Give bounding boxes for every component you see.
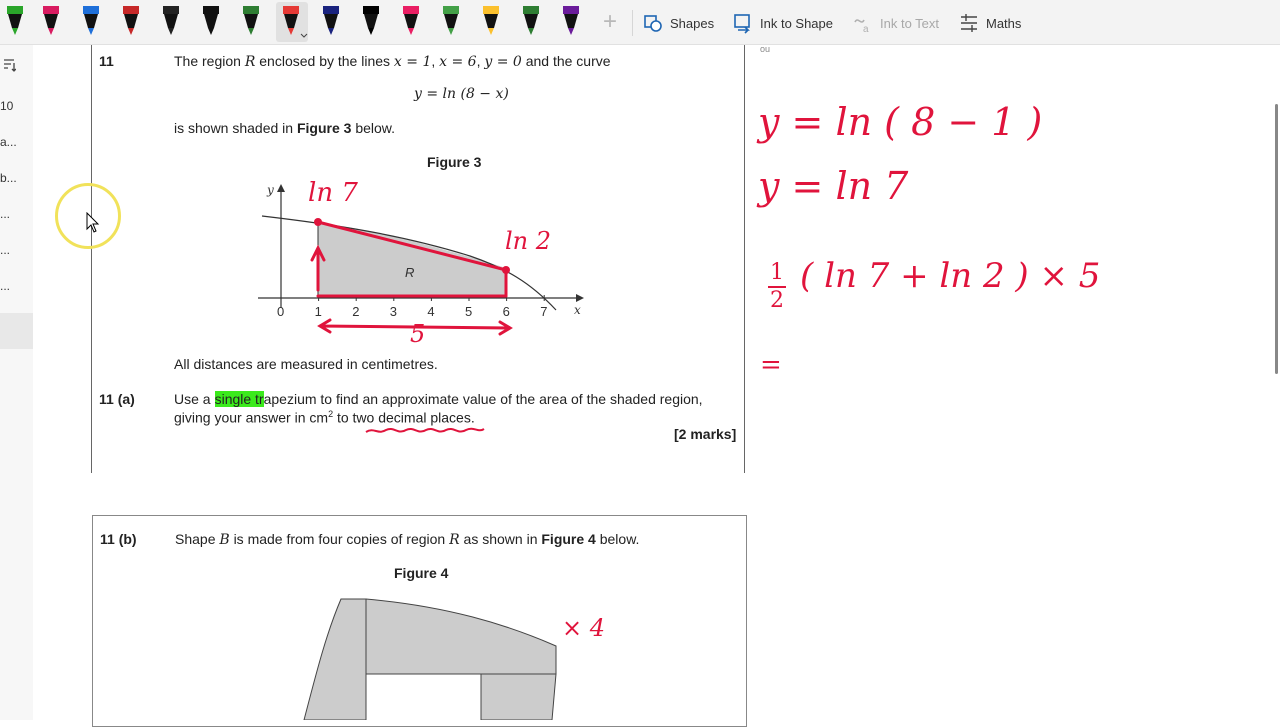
- shown-text-2: below.: [355, 120, 396, 136]
- part-a-text-4: to: [336, 409, 349, 426]
- figure-3-title: Figure 3: [427, 154, 482, 170]
- figure-4-ref: Figure 4: [541, 531, 596, 547]
- region-r-label: R: [405, 265, 415, 280]
- sidebar-item-selected[interactable]: ...: [0, 279, 11, 293]
- ink-half-numerator: 1: [770, 260, 784, 285]
- intro-text-2: enclosed by the lines: [259, 53, 391, 69]
- sidebar-item[interactable]: ...: [0, 207, 11, 221]
- part-a-underlined: two decimal places: [352, 409, 471, 426]
- shaded-region-r: [318, 222, 506, 298]
- maths-button[interactable]: [958, 10, 1021, 36]
- red-pen-selected-icon[interactable]: [276, 2, 308, 42]
- ink-half-fraction: [768, 262, 786, 312]
- part-b-text-2: is made from four copies of region: [233, 531, 446, 547]
- mouse-pointer-icon: [86, 212, 100, 234]
- axis-x-label: x: [574, 303, 581, 317]
- sidebar-item[interactable]: b...: [0, 171, 17, 185]
- black-pen-2-icon[interactable]: [196, 2, 228, 42]
- small-ink-mark: ou: [760, 44, 771, 54]
- ink-to-text-icon: [852, 12, 874, 34]
- intro-text-1: The region: [174, 53, 241, 69]
- curve-equation: y = ln (8 − x): [414, 86, 509, 102]
- sidebar-item[interactable]: a...: [0, 135, 17, 149]
- shapes-button[interactable]: [642, 10, 714, 36]
- ink-half-denominator: 2: [770, 288, 784, 313]
- axis-y-label: y: [267, 183, 274, 197]
- part-a-marks: [2 marks]: [674, 426, 737, 442]
- x-tick-labels: [277, 295, 547, 319]
- part-a-text-2: apezium to find an approximate value of the area of the shaded region,: [263, 391, 703, 407]
- red-squiggle-underline: [364, 424, 486, 436]
- sort-icon[interactable]: [2, 57, 16, 73]
- page-list-sidebar: [0, 45, 33, 720]
- ink-to-shape-icon: [732, 12, 754, 34]
- ink-to-text-label: Ink to Text: [880, 15, 940, 31]
- ink-work-line-1: y = ln ( 8 − 1 ): [758, 100, 1043, 144]
- part-a-line-1: [174, 391, 703, 407]
- green-pen-icon[interactable]: [236, 2, 268, 42]
- part-b-sentence: [175, 531, 639, 548]
- maths-label: Maths: [986, 15, 1022, 31]
- x-tick-label: 5: [465, 304, 473, 319]
- region-variable: R: [244, 54, 256, 70]
- line-y0: y = 0: [484, 54, 522, 70]
- figure-4-title: Figure 4: [394, 565, 449, 581]
- point-ln7: [314, 218, 322, 226]
- x-tick-label: 0: [277, 304, 285, 319]
- line-x6: x = 6: [439, 54, 477, 70]
- x-tick-label: 1: [314, 304, 322, 319]
- add-pen-button[interactable]: +: [602, 8, 617, 35]
- part-b-region-variable: R: [449, 532, 460, 548]
- ink-work-line-2: y = ln 7: [758, 164, 909, 208]
- sidebar-item[interactable]: 10: [0, 99, 14, 113]
- shapes-label: Shapes: [670, 15, 715, 31]
- part-b-text-3: as shown in: [463, 531, 538, 547]
- part-b-number: 11 (b): [100, 531, 137, 547]
- y-axis-arrow: [277, 184, 285, 192]
- black-pen-icon[interactable]: [156, 2, 188, 42]
- shape-top-piece: [366, 599, 556, 674]
- question-number: 11: [99, 53, 114, 69]
- part-a-text-5: .: [470, 409, 475, 426]
- blue-pen-icon[interactable]: [76, 2, 108, 42]
- x-tick-label: 4: [427, 304, 435, 319]
- shape-right-piece: [481, 674, 556, 720]
- x-tick-label: 6: [502, 304, 510, 319]
- part-a-superscript: 2: [328, 409, 334, 419]
- ink-five-label: 5: [410, 320, 426, 348]
- part-b-text-4: below.: [599, 531, 640, 547]
- sidebar-selected-highlight: [0, 313, 33, 349]
- sidebar-item[interactable]: ...: [0, 243, 11, 257]
- part-a-text-3: giving your answer in cm: [174, 409, 329, 426]
- shape-variable: B: [219, 532, 230, 548]
- part-a-text-1: Use a: [174, 391, 211, 407]
- ink-toolbar: [0, 0, 1280, 45]
- ink-work-line-3: ( ln 7 + ln 2 ) × 5: [800, 256, 1101, 296]
- figure-3-ref: Figure 3: [296, 120, 352, 136]
- page-left-border: [91, 45, 92, 473]
- purple-pen-icon[interactable]: [556, 2, 588, 42]
- highlighted-text: single tr: [214, 391, 264, 407]
- figure-4-shape: [296, 594, 566, 720]
- shown-text-1: is shown shaded in: [174, 120, 294, 136]
- green-highlighter-icon[interactable]: [0, 2, 32, 42]
- pink-pen-icon[interactable]: [36, 2, 68, 42]
- toolbar-divider: [632, 10, 633, 36]
- red-pen-icon[interactable]: [116, 2, 148, 42]
- magenta-pen-icon[interactable]: [396, 2, 428, 42]
- dark-green-pen-icon[interactable]: [516, 2, 548, 42]
- x-tick-label: 2: [352, 304, 360, 319]
- green-pen-2-icon[interactable]: [436, 2, 468, 42]
- maths-icon: [958, 12, 980, 34]
- x-tick-label: 3: [389, 304, 398, 319]
- page-right-border: [744, 45, 745, 473]
- shape-left-piece: [304, 599, 366, 720]
- part-b-text-1: Shape: [175, 531, 216, 547]
- distances-note: All distances are measured in centimetres.: [174, 356, 438, 372]
- vertical-scrollbar[interactable]: [1275, 104, 1278, 374]
- intro-text-3: and the curve: [525, 53, 611, 69]
- ink-to-shape-label: Ink to Shape: [760, 15, 833, 31]
- part-a-number: 11 (a): [99, 391, 135, 407]
- ink-ln2-label: ln 2: [505, 227, 552, 255]
- question-intro: The region R enclosed by the lines x = 1, x = 6, y = 0 and the curve: [174, 53, 611, 70]
- navy-pen-icon[interactable]: [316, 2, 348, 42]
- svg-text:a: a: [863, 24, 869, 34]
- x-axis-arrow: [576, 294, 584, 302]
- ink-to-shape-button[interactable]: [732, 10, 833, 36]
- ink-to-text-button[interactable]: [852, 10, 939, 36]
- shapes-icon: [642, 12, 664, 34]
- point-ln2: [502, 266, 510, 274]
- ink-work-line-4: =: [760, 350, 782, 380]
- x-tick-label: 7: [540, 304, 548, 319]
- black-pen-3-icon[interactable]: [356, 2, 388, 42]
- shown-sentence: [174, 120, 395, 136]
- ink-ln7-label: ln 7: [308, 178, 358, 208]
- yellow-pen-icon[interactable]: [476, 2, 508, 42]
- line-x1: x = 1: [393, 54, 432, 70]
- ink-times-four: × 4: [562, 614, 606, 642]
